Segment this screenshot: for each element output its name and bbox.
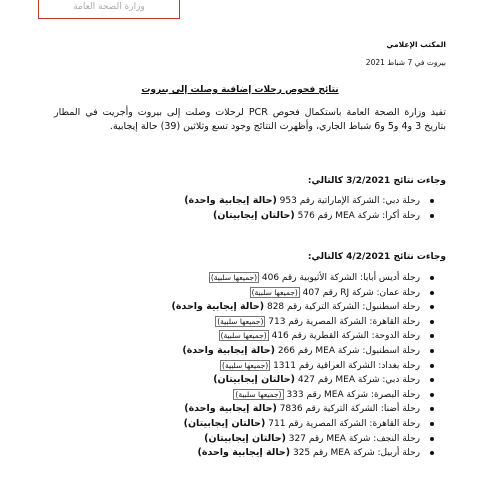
list-item: رحلة النجف: شركة MEA رقم 327 (حالتان إيجابيتان) [36, 432, 436, 447]
result-badge: (حالة إيجابية واحدة) [171, 301, 265, 313]
list-item: رحلة أربيل: شركة MEA رقم 325 (حالة إيجابية واحدة) [36, 446, 436, 461]
list-item: رحلة الدوحة: الشركة القطرية رقم 416 (جميعها سلبية) [36, 329, 436, 344]
result-badge: (حالة إيجابية واحدة) [182, 344, 275, 356]
list-item: رحلة القاهرة: الشركة المصرية رقم 713 (جميعها سلبية) [36, 315, 436, 330]
result-badge: (حالتان إيجابيتان) [204, 432, 286, 444]
list-item: رحلة اسطنبول: شركة MEA رقم 266 (حالة إيجابية واحدة) [36, 344, 436, 359]
document-date: بيروت في 7 شباط 2021 [365, 58, 446, 67]
list-item: رحلة دبي: شركة MEA رقم 427 (حالتان إيجابيتان) [36, 373, 436, 388]
list-item: رحلة دبي: الشركة الإماراتية رقم 953 (حالة إيجابية واحدة) [36, 194, 436, 209]
section-heading-4-feb: وجاءت نتائج 4/2/2021 كالتالي: [307, 252, 446, 262]
stamp-text: وزارة الصحة العامة [73, 2, 145, 12]
result-badge: (جميعها سلبية) [251, 287, 298, 297]
media-office-label: المكتب الإعلامي [386, 40, 446, 49]
result-badge: (حالة إيجابية واحدة) [184, 195, 277, 206]
result-badge: (حالتان إيجابيتان) [212, 209, 295, 221]
results-list-3-feb [36, 194, 436, 223]
results-list-4-feb [36, 271, 436, 461]
list-item: رحلة البصرة: شركة MEA رقم 333 (جميعها سلبية) [36, 388, 436, 403]
result-badge: (حالتان إيجابيتان) [213, 374, 295, 386]
intro-paragraph: تفيد وزارة الصحة العامة باستكمال فحوص PCR لرحلات وصلت إلى بيروت وأجريت في المطار بتاريخ 3 و4 و5 و6 شباط الجاري، وأظهرت النتائج وجود تسع وثلاثين (39) حالة إيجابية. [54, 107, 446, 132]
list-item: رحلة بغداد: الشركة العراقية رقم 1311 (جميعها سلبية) [36, 359, 436, 374]
list-item: رحلة اسطنبول: الشركة التركية رقم 828 (حالة إيجابية واحدة) [36, 300, 436, 315]
list-item: رحلة القاهرة: الشركة المصرية رقم 711 (حالتان إيجابيتان) [36, 417, 436, 432]
result-badge: (حالتان إيجابيتان) [183, 417, 266, 429]
document-title: نتائج فحوص رحلات إضافية وصلت إلى بيروت [141, 85, 339, 95]
result-badge: (جميعها سلبية) [220, 331, 267, 341]
result-badge: (حالة إيجابية واحدة) [184, 403, 277, 415]
list-item: رحلة أضنا: الشركة التركية رقم 7836 (حالة إيجابية واحدة) [36, 402, 436, 417]
result-badge: (جميعها سلبية) [222, 360, 269, 370]
section-heading-3-feb: وجاءت نتائج 3/2/2021 كالتالي: [307, 176, 446, 186]
list-item: رحلة أديس أبابا: الشركة الأثيوبية رقم 406 (جميعها سلبية) [36, 271, 436, 286]
list-item: رحلة عمان: شركة RJ رقم 407 (جميعها سلبية) [36, 286, 436, 301]
result-badge: (جميعها سلبية) [210, 273, 257, 282]
result-badge: (جميعها سلبية) [235, 389, 282, 399]
list-item: رحلة أكرا: شركة MEA رقم 576 (حالتان إيجابيتان) [36, 209, 436, 224]
letterhead-stamp [38, 0, 180, 19]
result-badge: (حالة إيجابية واحدة) [197, 447, 291, 459]
result-badge: (جميعها سلبية) [217, 316, 264, 326]
